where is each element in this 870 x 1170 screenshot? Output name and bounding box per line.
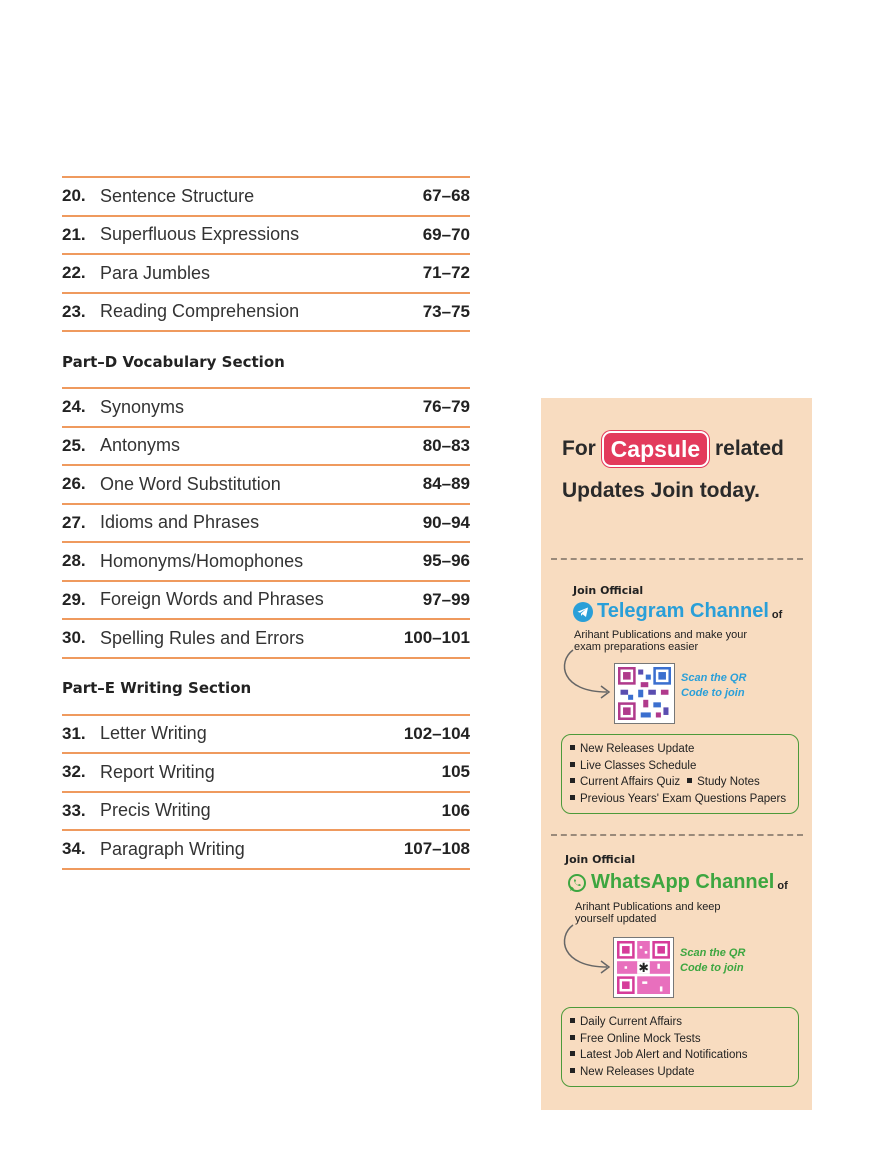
toc-title: Sentence Structure bbox=[100, 185, 255, 206]
bullet-icon bbox=[570, 1035, 575, 1040]
toc-title: Reading Comprehension bbox=[100, 301, 300, 322]
whatsapp-join-label: Join Official bbox=[565, 853, 636, 866]
telegram-join-label: Join Official bbox=[573, 584, 644, 597]
toc-title: Paragraph Writing bbox=[100, 838, 245, 859]
toc-number: 30. bbox=[62, 628, 86, 648]
toc-pages: 76–79 bbox=[422, 397, 470, 417]
toc-pages: 102–104 bbox=[403, 723, 470, 743]
toc-number: 22. bbox=[62, 263, 86, 283]
telegram-channel-title[interactable] bbox=[573, 600, 782, 623]
toc-number: 32. bbox=[62, 762, 86, 782]
toc-row[interactable] bbox=[62, 831, 470, 870]
feature-text: Free Online Mock Tests bbox=[580, 1032, 701, 1045]
toc-title: Superfluous Expressions bbox=[100, 224, 300, 245]
feature-item bbox=[570, 791, 790, 808]
toc-title: Synonyms bbox=[100, 396, 185, 417]
curved-arrow-icon bbox=[559, 648, 615, 704]
promo-panel bbox=[541, 398, 812, 1110]
feature-item bbox=[570, 774, 680, 791]
bullet-icon bbox=[570, 762, 575, 767]
capsule-badge: Capsule bbox=[602, 431, 709, 467]
telegram-of: of bbox=[771, 608, 783, 621]
panel-headline bbox=[562, 428, 802, 512]
feature-text: New Releases Update bbox=[580, 1065, 695, 1078]
feature-text: Current Affairs Quiz bbox=[580, 776, 681, 788]
toc-row[interactable] bbox=[62, 754, 470, 793]
feature-item bbox=[570, 1047, 790, 1064]
whatsapp-qr-code[interactable] bbox=[613, 937, 674, 998]
toc-row[interactable] bbox=[62, 505, 470, 544]
dashed-divider bbox=[551, 834, 803, 836]
toc-number: 27. bbox=[62, 512, 86, 532]
whatsapp-scan-text bbox=[680, 946, 745, 976]
bullet-icon bbox=[687, 778, 692, 783]
table-of-contents bbox=[62, 176, 470, 870]
whatsapp-of: of bbox=[777, 879, 788, 892]
telegram-icon bbox=[573, 602, 593, 622]
dashed-divider bbox=[551, 558, 803, 560]
bullet-icon bbox=[570, 795, 575, 800]
feature-text: Daily Current Affairs bbox=[580, 1016, 683, 1028]
toc-number: 28. bbox=[62, 551, 86, 571]
toc-title: Report Writing bbox=[100, 761, 215, 782]
toc-row[interactable] bbox=[62, 620, 470, 659]
toc-group-vocabulary bbox=[62, 387, 470, 659]
toc-row[interactable] bbox=[62, 217, 470, 256]
feature-line bbox=[570, 774, 790, 791]
toc-number: 21. bbox=[62, 224, 86, 244]
toc-row[interactable] bbox=[62, 543, 470, 582]
headline-updates: Updates Join today. bbox=[562, 479, 760, 502]
toc-pages: 97–99 bbox=[422, 589, 470, 609]
whatsapp-icon bbox=[567, 873, 587, 893]
whatsapp-description: Arihant Publications and keep yourself updated bbox=[575, 901, 721, 925]
toc-pages: 69–70 bbox=[422, 224, 470, 244]
feature-item bbox=[687, 774, 760, 791]
toc-pages: 67–68 bbox=[422, 186, 470, 206]
toc-row[interactable] bbox=[62, 178, 470, 217]
toc-title: Idioms and Phrases bbox=[100, 512, 260, 533]
feature-item bbox=[570, 1064, 790, 1081]
toc-pages: 106 bbox=[441, 800, 470, 820]
toc-number: 24. bbox=[62, 397, 86, 417]
bullet-icon bbox=[570, 778, 575, 783]
scan-line-2: Code to join bbox=[680, 962, 744, 974]
toc-pages: 107–108 bbox=[403, 839, 470, 859]
toc-row[interactable] bbox=[62, 428, 470, 467]
toc-number: 26. bbox=[62, 474, 86, 494]
toc-pages: 105 bbox=[441, 762, 470, 782]
feature-text: New Releases Update bbox=[580, 743, 695, 755]
toc-pages: 90–94 bbox=[422, 512, 470, 532]
toc-number: 29. bbox=[62, 589, 86, 609]
toc-pages: 80–83 bbox=[422, 435, 470, 455]
whatsapp-channel-title[interactable] bbox=[567, 871, 788, 894]
toc-row[interactable] bbox=[62, 716, 470, 755]
feature-item bbox=[570, 741, 790, 758]
part-e-heading: Part–E Writing Section bbox=[62, 679, 252, 697]
toc-number: 20. bbox=[62, 186, 86, 206]
toc-group-writing bbox=[62, 714, 470, 870]
qr-code-icon bbox=[618, 667, 671, 720]
toc-title: Para Jumbles bbox=[100, 262, 211, 283]
toc-title: Foreign Words and Phrases bbox=[100, 589, 324, 610]
feature-item bbox=[570, 1014, 790, 1031]
toc-pages: 73–75 bbox=[422, 301, 470, 321]
part-d-heading: Part–D Vocabulary Section bbox=[62, 352, 285, 371]
toc-title: One Word Substitution bbox=[100, 473, 281, 494]
bullet-icon bbox=[570, 1018, 575, 1023]
feature-text: Latest Job Alert and Notifications bbox=[580, 1049, 748, 1061]
whatsapp-title-text: WhatsApp Channel bbox=[591, 871, 775, 893]
toc-title: Precis Writing bbox=[100, 800, 211, 821]
toc-pages: 84–89 bbox=[422, 474, 470, 494]
toc-number: 33. bbox=[62, 800, 86, 820]
toc-number: 34. bbox=[62, 839, 86, 859]
feature-text: Live Classes Schedule bbox=[580, 759, 697, 772]
telegram-scan-text bbox=[681, 671, 746, 701]
bullet-icon bbox=[570, 1068, 575, 1073]
qr-code-icon bbox=[617, 941, 670, 994]
curved-arrow-icon bbox=[559, 923, 615, 979]
telegram-title-text: Telegram Channel bbox=[597, 600, 769, 622]
toc-number: 25. bbox=[62, 435, 86, 455]
toc-pages: 100–101 bbox=[403, 628, 470, 648]
headline-related: related bbox=[715, 437, 784, 460]
telegram-features-box bbox=[561, 734, 799, 814]
toc-row[interactable] bbox=[62, 793, 470, 832]
scan-line-1: Scan the QR bbox=[681, 672, 747, 684]
toc-pages: 71–72 bbox=[422, 263, 470, 283]
toc-row[interactable] bbox=[62, 389, 470, 428]
telegram-qr-code[interactable] bbox=[614, 663, 675, 724]
feature-item bbox=[570, 1031, 790, 1048]
headline-for: For bbox=[562, 437, 596, 460]
bullet-icon bbox=[570, 1051, 575, 1056]
toc-row[interactable] bbox=[62, 466, 470, 505]
toc-group-grammar bbox=[62, 176, 470, 332]
scan-line-2: Code to join bbox=[681, 687, 745, 699]
whatsapp-features-box bbox=[561, 1007, 799, 1087]
toc-row[interactable] bbox=[62, 294, 470, 333]
telegram-description: Arihant Publications and make your exam preparations easier bbox=[574, 629, 748, 653]
toc-number: 31. bbox=[62, 723, 86, 743]
svg-text:✱: ✱ bbox=[638, 961, 649, 976]
scan-line-1: Scan the QR bbox=[680, 947, 746, 959]
feature-item bbox=[570, 758, 790, 775]
toc-row[interactable] bbox=[62, 582, 470, 621]
toc-title: Antonyms bbox=[100, 435, 181, 456]
feature-text: Previous Years' Exam Questions Papers bbox=[580, 792, 787, 805]
toc-row[interactable] bbox=[62, 255, 470, 294]
toc-number: 23. bbox=[62, 301, 86, 321]
bullet-icon bbox=[570, 745, 575, 750]
toc-title: Letter Writing bbox=[100, 723, 207, 744]
toc-pages: 95–96 bbox=[422, 551, 470, 571]
toc-title: Homonyms/Homophones bbox=[100, 550, 304, 571]
feature-text: Study Notes bbox=[697, 776, 760, 788]
toc-title: Spelling Rules and Errors bbox=[100, 627, 305, 648]
